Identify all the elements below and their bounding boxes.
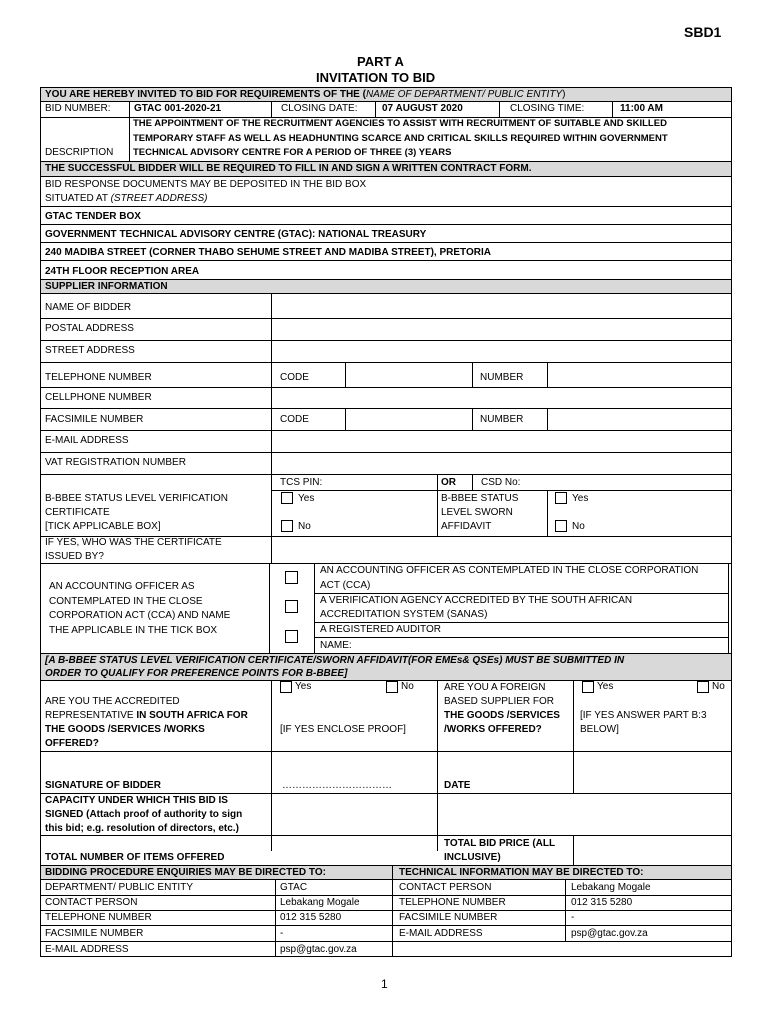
address-line-4: 24TH FLOOR RECEPTION AREA bbox=[45, 266, 200, 277]
total-price-line-1: TOTAL BID PRICE (ALL bbox=[444, 838, 556, 849]
foreign-yes-label: Yes bbox=[597, 681, 614, 692]
officer-sanas-checkbox[interactable] bbox=[285, 600, 298, 613]
officer-cca-checkbox[interactable] bbox=[285, 571, 298, 584]
accredited-line-3: THE GOODS /SERVICES /WORKS bbox=[45, 724, 205, 735]
procedure-row-label: E-MAIL ADDRESS bbox=[45, 944, 129, 955]
foreign-no-checkbox[interactable] bbox=[697, 681, 709, 693]
bbbee-cert-line-3: [TICK APPLICABLE BOX] bbox=[45, 521, 161, 532]
accredited-yes-label: Yes bbox=[295, 681, 312, 692]
invite-text: YOU ARE HEREBY INVITED TO BID FOR REQUIREMENTS OF THE (NAME OF DEPARTMENT/ PUBLIC ENTITY) bbox=[45, 89, 566, 100]
total-price-field[interactable] bbox=[574, 836, 731, 866]
deposit-line-1: BID RESPONSE DOCUMENTS MAY BE DEPOSITED IN THE BID BOX bbox=[45, 179, 367, 190]
bbbee-cert-line-2: CERTIFICATE bbox=[45, 507, 110, 518]
officer-auditor-checkbox[interactable] bbox=[285, 630, 298, 643]
total-items-field[interactable] bbox=[272, 836, 436, 866]
address-line-3: 240 MADIBA STREET (CORNER THABO SEHUME STREET AND MADIBA STREET), PRETORIA bbox=[45, 247, 491, 258]
csd-no-label: CSD No: bbox=[481, 477, 521, 488]
bid-number-label: BID NUMBER: bbox=[45, 103, 111, 114]
procedure-row-value: - bbox=[280, 928, 284, 939]
description-line-2: TEMPORARY STAFF AS WELL AS HEADHUNTING SCARCE AND CRITICAL SKILLS REQUIRED WITHIN GOVERNMENT bbox=[133, 133, 668, 144]
bbbee-cert-yes-checkbox[interactable] bbox=[281, 492, 293, 504]
vat-label: VAT REGISTRATION NUMBER bbox=[45, 457, 186, 468]
capacity-line-3: this bid; e.g. resolution of directors, etc.) bbox=[45, 823, 239, 834]
officer-left-line-2: CONTEMPLATED IN THE CLOSE bbox=[49, 596, 203, 607]
page-title: INVITATION TO BID bbox=[316, 70, 436, 85]
cellphone-field[interactable] bbox=[272, 388, 731, 408]
officer-left-line-4: THE APPLICABLE IN THE TICK BOX bbox=[49, 625, 218, 636]
bbbee-cert-no-checkbox[interactable] bbox=[281, 520, 293, 532]
who-issued-line-2: ISSUED BY? bbox=[45, 551, 104, 562]
closing-time: 11:00 AM bbox=[620, 103, 663, 114]
vat-field[interactable] bbox=[272, 453, 731, 474]
signature-label: SIGNATURE OF BIDDER bbox=[45, 780, 161, 791]
description-label: DESCRIPTION bbox=[45, 147, 114, 158]
procedure-row-label: FACSIMILE NUMBER bbox=[45, 928, 144, 939]
bbbee-affidavit-yes-checkbox[interactable] bbox=[555, 492, 567, 504]
bid-number: GTAC 001-2020-21 bbox=[134, 103, 222, 114]
deposit-line-2: SITUATED AT (STREET ADDRESS) bbox=[45, 193, 208, 204]
email-field[interactable] bbox=[272, 431, 731, 452]
bbbee-notice-line-2: ORDER TO QUALIFY FOR PREFERENCE POINTS FOR B-BBEE] bbox=[45, 668, 348, 679]
officer-name-label: NAME: bbox=[320, 640, 352, 651]
foreign-line-3: THE GOODS /SERVICES bbox=[444, 710, 560, 721]
foreign-line-2: BASED SUPPLIER FOR bbox=[444, 696, 555, 707]
technical-row-label: FACSIMILE NUMBER bbox=[399, 912, 498, 923]
street-address-field[interactable] bbox=[272, 341, 731, 362]
capacity-field[interactable] bbox=[272, 794, 731, 835]
procedure-row-value: Lebakang Mogale bbox=[280, 897, 360, 908]
capacity-line-1: CAPACITY UNDER WHICH THIS BID IS bbox=[45, 795, 228, 806]
form-code: SBD1 bbox=[684, 24, 722, 40]
technical-row-value: - bbox=[571, 912, 575, 923]
enclose-proof: [IF YES ENCLOSE PROOF] bbox=[280, 724, 406, 735]
facsimile-label: FACSIMILE NUMBER bbox=[45, 414, 144, 425]
telephone-label: TELEPHONE NUMBER bbox=[45, 372, 152, 383]
bbbee-affidavit-line-1: B-BBEE STATUS bbox=[441, 493, 519, 504]
telephone-number-label: NUMBER bbox=[480, 372, 524, 383]
accredited-line-1: ARE YOU THE ACCREDITED bbox=[45, 696, 180, 707]
postal-address-label: POSTAL ADDRESS bbox=[45, 323, 134, 334]
cellphone-label: CELLPHONE NUMBER bbox=[45, 392, 152, 403]
foreign-line-1: ARE YOU A FOREIGN bbox=[444, 682, 546, 693]
bbbee-cert-no-label: No bbox=[298, 521, 311, 532]
page-number: 1 bbox=[381, 977, 388, 991]
technical-row-label: E-MAIL ADDRESS bbox=[399, 928, 483, 939]
technical-row-value: 012 315 5280 bbox=[571, 897, 633, 908]
officer-opt1-line-1: AN ACCOUNTING OFFICER AS CONTEMPLATED IN THE CLOSE CORPORATION bbox=[320, 565, 699, 576]
part-b3-line-2: BELOW] bbox=[580, 724, 619, 735]
who-issued-field[interactable] bbox=[272, 537, 731, 563]
email-label: E-MAIL ADDRESS bbox=[45, 435, 129, 446]
postal-address-field[interactable] bbox=[272, 319, 731, 340]
officer-opt1-line-2: ACT (CCA) bbox=[320, 580, 371, 591]
facsimile-number-label: NUMBER bbox=[480, 414, 524, 425]
total-price-line-2: INCLUSIVE) bbox=[444, 852, 501, 863]
accredited-yes-checkbox[interactable] bbox=[280, 681, 292, 693]
part-b3-line-1: [IF YES ANSWER PART B:3 bbox=[580, 710, 707, 721]
or-label: OR bbox=[441, 477, 456, 488]
accredited-no-label: No bbox=[401, 681, 414, 692]
officer-left-line-3: CORPORATION ACT (CCA) AND NAME bbox=[49, 610, 231, 621]
foreign-yes-checkbox[interactable] bbox=[582, 681, 594, 693]
street-address-label: STREET ADDRESS bbox=[45, 345, 135, 356]
procedure-row-value: 012 315 5280 bbox=[280, 912, 342, 923]
bbbee-cert-yes-label: Yes bbox=[298, 493, 315, 504]
closing-date-label: CLOSING DATE: bbox=[281, 103, 358, 114]
address-line-2: GOVERNMENT TECHNICAL ADVISORY CENTRE (GTAC): NATIONAL TREASURY bbox=[45, 229, 427, 240]
capacity-line-2: SIGNED (Attach proof of authority to sign bbox=[45, 809, 243, 820]
facsimile-code-field[interactable] bbox=[346, 409, 472, 430]
bbbee-affidavit-no-checkbox[interactable] bbox=[555, 520, 567, 532]
telephone-code-label: CODE bbox=[280, 372, 309, 383]
technical-row-value: Lebakang Mogale bbox=[571, 882, 651, 893]
name-of-bidder-field[interactable] bbox=[272, 294, 731, 318]
signature-dots[interactable]: …………………………… bbox=[282, 780, 392, 791]
accredited-no-checkbox[interactable] bbox=[386, 681, 398, 693]
technical-row-label: CONTACT PERSON bbox=[399, 882, 492, 893]
telephone-number-field[interactable] bbox=[548, 363, 731, 387]
telephone-code-field[interactable] bbox=[346, 363, 472, 387]
procedure-row-label: TELEPHONE NUMBER bbox=[45, 912, 152, 923]
closing-date: 07 AUGUST 2020 bbox=[382, 103, 463, 114]
foreign-no-label: No bbox=[712, 681, 725, 692]
officer-opt2-line-2: ACCREDITATION SYSTEM (SANAS) bbox=[320, 609, 488, 620]
procedure-row-label: CONTACT PERSON bbox=[45, 897, 138, 908]
name-of-bidder-label: NAME OF BIDDER bbox=[45, 302, 132, 313]
foreign-line-4: /WORKS OFFERED? bbox=[444, 724, 542, 735]
date-label: DATE bbox=[444, 780, 471, 791]
total-items-label: TOTAL NUMBER OF ITEMS OFFERED bbox=[45, 852, 225, 863]
tcs-pin-label: TCS PIN: bbox=[280, 477, 323, 488]
procedure-row-label: DEPARTMENT/ PUBLIC ENTITY bbox=[45, 882, 193, 893]
officer-left-line-1: AN ACCOUNTING OFFICER AS bbox=[49, 581, 195, 592]
closing-time-label: CLOSING TIME: bbox=[510, 103, 585, 114]
bbbee-affidavit-line-2: LEVEL SWORN bbox=[441, 507, 513, 518]
contract-notice: THE SUCCESSFUL BIDDER WILL BE REQUIRED TO FILL IN AND SIGN A WRITTEN CONTRACT FORM. bbox=[45, 163, 532, 174]
bbbee-cert-line-1: B-BBEE STATUS LEVEL VERIFICATION bbox=[45, 493, 229, 504]
address-line-1: GTAC TENDER BOX bbox=[45, 211, 141, 222]
procedure-row-value: GTAC bbox=[280, 882, 308, 893]
procedure-row-value: psp@gtac.gov.za bbox=[280, 944, 357, 955]
bbbee-affidavit-no-label: No bbox=[572, 521, 585, 532]
description-line-3: TECHNICAL ADVISORY CENTRE FOR A PERIOD OF THREE (3) YEARS bbox=[133, 147, 452, 158]
technical-row-label: TELEPHONE NUMBER bbox=[399, 897, 506, 908]
officer-opt2-line-1: A VERIFICATION AGENCY ACCREDITED BY THE SOUTH AFRICAN bbox=[320, 595, 633, 606]
description-line-1: THE APPOINTMENT OF THE RECRUITMENT AGENCIES TO ASSIST WITH RECRUITMENT OF SUITABLE AND SKILLED bbox=[133, 118, 667, 129]
supplier-header: SUPPLIER INFORMATION bbox=[45, 281, 168, 292]
technical-header: TECHNICAL INFORMATION MAY BE DIRECTED TO: bbox=[399, 867, 644, 878]
officer-name-field[interactable] bbox=[360, 638, 726, 652]
bbbee-notice-line-1: [A B-BBEE STATUS LEVEL VERIFICATION CERTIFICATE/SWORN AFFIDAVIT(FOR EMEs& QSEs) MUST BE SUBMITTED IN bbox=[45, 655, 625, 666]
accredited-line-4: OFFERED? bbox=[45, 738, 99, 749]
officer-opt3: A REGISTERED AUDITOR bbox=[320, 624, 441, 635]
bbbee-affidavit-yes-label: Yes bbox=[572, 493, 589, 504]
technical-row-value: psp@gtac.gov.za bbox=[571, 928, 648, 939]
date-field[interactable] bbox=[574, 752, 731, 793]
facsimile-code-label: CODE bbox=[280, 414, 309, 425]
part-label: PART A bbox=[357, 54, 404, 69]
bbbee-affidavit-line-3: AFFIDAVIT bbox=[441, 521, 492, 532]
who-issued-line-1: IF YES, WHO WAS THE CERTIFICATE bbox=[45, 537, 222, 548]
procedure-header: BIDDING PROCEDURE ENQUIRIES MAY BE DIRECTED TO: bbox=[45, 867, 326, 878]
accredited-line-2: REPRESENTATIVE IN SOUTH AFRICA FOR bbox=[45, 710, 248, 721]
facsimile-number-field[interactable] bbox=[548, 409, 731, 430]
